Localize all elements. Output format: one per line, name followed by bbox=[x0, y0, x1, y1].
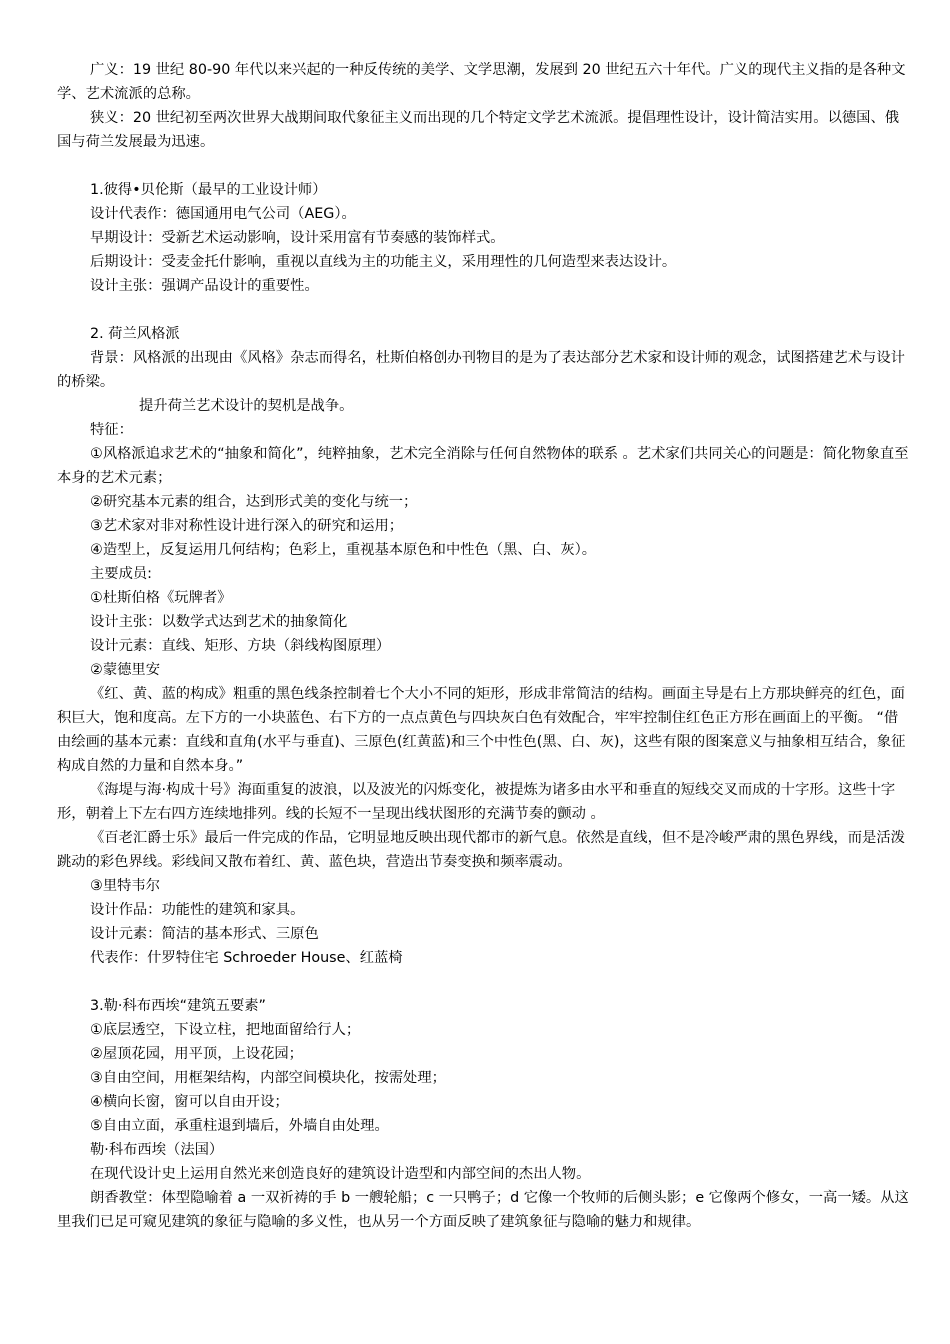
s3-item: ④横向长窗，窗可以自由开设； bbox=[90, 1094, 289, 1110]
s2-member1-line: 设计主张：以数学式达到艺术的抽象简化 bbox=[90, 614, 348, 630]
section-1-title: 1.彼得•贝伦斯（最早的工业设计师） bbox=[90, 182, 327, 198]
s2-feature-item: ④造型上，反复运用几何结构；色彩上，重视基本原色和中性色（黑、白、灰）。 bbox=[90, 542, 597, 558]
s3-name-line: 勒·科布西埃（法国） bbox=[90, 1142, 224, 1158]
s3-desc-line: 在现代设计史上运用自然光来创造良好的建筑设计造型和内部空间的杰出人物。 bbox=[90, 1166, 591, 1182]
spacer bbox=[57, 298, 909, 322]
s2-member2-paragraph: 《红、黄、蓝的构成》粗重的黑色线条控制着七个大小不同的矩形，形成非常简洁的结构。画面主导是右上方那块鲜亮的红色，面积巨大，饱和度高。左下方的一小块蓝色、右下方的一点点黄色与四块灰白色有效配合，牢牢控制住红色正方形在画面上的平衡。 “借由绘画的基本元素：直线和直角(水平与垂直)、三原色(红黄蓝)和三个中性色(黑、白、灰)，这些有限的图案意义与抽象相互结合，象征构成自然的力量和自然本身。” bbox=[57, 686, 906, 774]
s2-member3-line: ③里特韦尔 bbox=[90, 878, 161, 894]
s2-member3-line: 代表作：什罗特住宅 Schroeder House、红蓝椅 bbox=[90, 950, 403, 966]
s3-item: ⑤自由立面，承重柱退到墙后，外墙自由处理。 bbox=[90, 1118, 389, 1134]
s2-member2-paragraph: 《海堤与海·构成十号》海面重复的波浪，以及波光的闪烁变化，被提炼为诸多由水平和垂直的短线交叉而成的十字形。这些十字形，朝着上下左右四方连续地排列。线的长短不一呈现出线状图形的充满节奏的颤动 。 bbox=[57, 782, 896, 822]
s2-member3-line: 设计作品：功能性的建筑和家具。 bbox=[90, 902, 305, 918]
s2-feature-item: ①风格派追求艺术的“抽象和简化”，纯粹抽象，艺术完全消除与任何自然物体的联系 。艺术家们共同关心的问题是：简化物象直至本身的艺术元素； bbox=[57, 446, 909, 486]
spacer bbox=[57, 970, 909, 994]
s1-line: 设计代表作：德国通用电气公司（AEG）。 bbox=[90, 206, 356, 222]
s1-line: 后期设计：受麦金托什影响，重视以直线为主的功能主义，采用理性的几何造型来表达设计。 bbox=[90, 254, 677, 270]
s3-item: ①底层透空，下设立柱，把地面留给行人； bbox=[90, 1022, 361, 1038]
section-2-title: 2. 荷兰风格派 bbox=[90, 326, 180, 342]
s2-features-label: 特征： bbox=[90, 422, 133, 438]
s2-members-label: 主要成员: bbox=[90, 566, 153, 582]
s3-ronchamp-paragraph: 朗香教堂：体型隐喻着 a 一双祈祷的手 b 一艘轮船；c 一只鸭子；d 它像一个牧师的后侧头影；e 它像两个修女，一高一矮。从这里我们已足可窥见建筑的象征与隐喻的多义性，也从另一个方面反映了建筑象征与隐喻的魅力和规律。 bbox=[57, 1190, 909, 1230]
s3-item: ③自由空间，用框架结构，内部空间模块化，按需处理； bbox=[90, 1070, 446, 1086]
s2-feature-item: ②研究基本元素的组合，达到形式美的变化与统一； bbox=[90, 494, 418, 510]
s2-background-paragraph: 背景：风格派的出现由《风格》杂志而得名，杜斯伯格创办刊物目的是为了表达部分艺术家和设计师的观念，试图搭建艺术与设计的桥梁。 bbox=[57, 350, 905, 390]
s2-member3-line: 设计元素：简洁的基本形式、三原色 bbox=[90, 926, 319, 942]
intro-broad-paragraph: 广义：19 世纪 80-90 年代以来兴起的一种反传统的美学、文学思潮，发展到 20 世纪五六十年代。广义的现代主义指的是各种文学、艺术流派的总称。 bbox=[57, 62, 906, 102]
intro-narrow-paragraph: 狭义：20 世纪初至两次世界大战期间取代象征主义而出现的几个特定文学艺术流派。提倡理性设计，设计简洁实用。以德国、俄国与荷兰发展最为迅速。 bbox=[57, 110, 900, 150]
s2-member1-line: ①杜斯伯格《玩牌者》 bbox=[90, 590, 232, 606]
section-3-title: 3.勒·科布西埃“建筑五要素” bbox=[90, 998, 266, 1014]
s2-member1-line: 设计元素：直线、矩形、方块（斜线构图原理） bbox=[90, 638, 391, 654]
s2-member2-name: ②蒙德里安 bbox=[90, 662, 161, 678]
s2-member2-paragraph: 《百老汇爵士乐》最后一件完成的作品，它明显地反映出现代都市的新气息。依然是直线，但不是冷峻严肃的黑色界线，而是活泼跳动的彩色界线。彩线间又散布着红、黄、蓝色块，营造出节奏变换和频率震动。 bbox=[57, 830, 905, 870]
s2-war-line: 提升荷兰艺术设计的契机是战争。 bbox=[139, 398, 354, 414]
s3-item: ②屋顶花园，用平顶，上设花园； bbox=[90, 1046, 303, 1062]
document-page bbox=[57, 58, 909, 1234]
spacer bbox=[57, 154, 909, 178]
s1-line: 早期设计：受新艺术运动影响，设计采用富有节奏感的装饰样式。 bbox=[90, 230, 505, 246]
s2-feature-item: ③艺术家对非对称性设计进行深入的研究和运用； bbox=[90, 518, 404, 534]
s1-line: 设计主张：强调产品设计的重要性。 bbox=[90, 278, 319, 294]
